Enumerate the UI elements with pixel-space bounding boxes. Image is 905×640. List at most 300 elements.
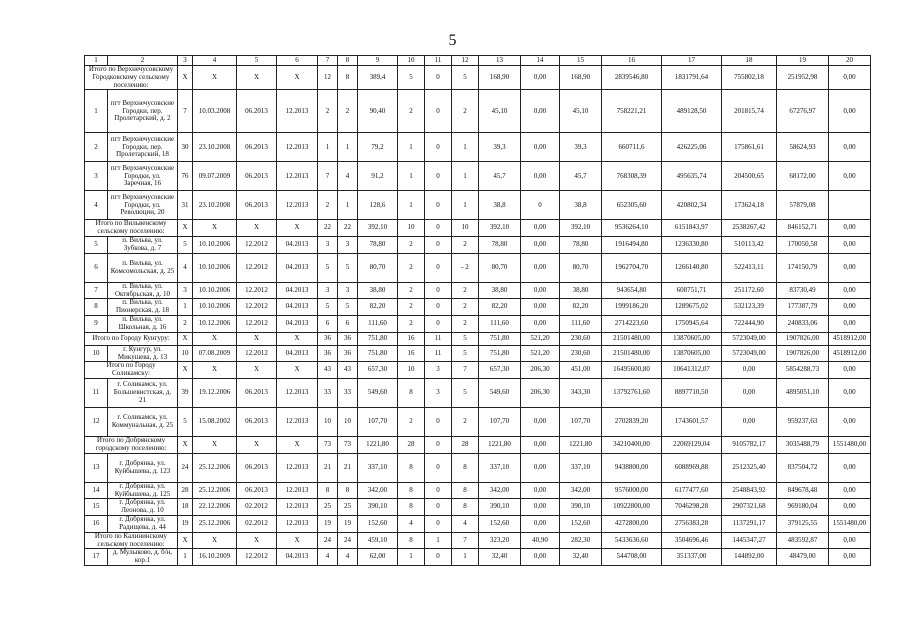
table-cell: 2	[398, 408, 425, 437]
address-cell: п. Вильва, ул. Школьная, д. 16	[108, 316, 178, 333]
table-cell: 10.10.2006	[193, 299, 237, 316]
row-number: 15	[85, 499, 108, 516]
table-cell: 57879,08	[777, 191, 829, 220]
table-cell: 660711,6	[602, 133, 662, 162]
table-cell: 12.2012	[237, 253, 277, 282]
address-cell: г. Кунгур, ул. Микушева, д. 13	[108, 345, 178, 362]
table-cell: 24	[318, 532, 338, 549]
table-cell: 128,6	[358, 191, 398, 220]
table-cell: 76	[178, 162, 193, 191]
row-number: 10	[85, 345, 108, 362]
table-cell: 12.2013	[277, 162, 318, 191]
table-cell: 111,60	[560, 316, 602, 333]
table-cell: 12.2012	[237, 282, 277, 299]
table-row	[85, 282, 871, 299]
table-cell: 45,7	[560, 162, 602, 191]
table-cell: 38,80	[560, 282, 602, 299]
table-cell: 1907826,00	[777, 332, 829, 345]
table-cell: 0,00	[829, 453, 871, 482]
table-cell: 342,00	[560, 482, 602, 499]
table-cell: 12.2013	[277, 90, 318, 133]
row-number: 2	[85, 133, 108, 162]
table-cell: 1	[452, 133, 479, 162]
table-cell: 7	[178, 90, 193, 133]
table-cell: 32,40	[479, 549, 521, 566]
table-cell: 25.12.2006	[193, 453, 237, 482]
table-cell: 426225,06	[662, 133, 722, 162]
table-cell: 1	[452, 549, 479, 566]
table-cell: 849678,48	[777, 482, 829, 499]
table-cell: 1551480,00	[829, 437, 871, 454]
table-cell: X	[193, 66, 237, 90]
table-cell: 1137291,17	[722, 516, 777, 533]
row-number: 1	[85, 90, 108, 133]
table-cell: 2	[338, 90, 358, 133]
table-cell: 0	[425, 253, 452, 282]
table-cell: 8	[318, 482, 338, 499]
header-cell: 6	[277, 56, 318, 66]
table-cell: 0,00	[521, 316, 560, 333]
table-cell: 0	[425, 499, 452, 516]
table-cell: 6088969,88	[662, 453, 722, 482]
page-number: 5	[448, 32, 457, 49]
table-cell: X	[193, 532, 237, 549]
table-cell: X	[237, 220, 277, 237]
table-cell: 1	[338, 133, 358, 162]
table-cell: 1	[452, 162, 479, 191]
header-cell: 18	[722, 56, 777, 66]
header-cell: 20	[829, 56, 871, 66]
table-cell: 175861,61	[722, 133, 777, 162]
header-cell: 1	[85, 56, 108, 66]
table-cell: 1551480,00	[829, 516, 871, 533]
table-row	[85, 379, 871, 408]
table-cell: 10	[398, 362, 425, 379]
table-cell: 68172,00	[777, 162, 829, 191]
table-cell: 13792761,60	[602, 379, 662, 408]
table-cell: 343,30	[560, 379, 602, 408]
table-cell: 0	[425, 191, 452, 220]
table-cell: 846152,71	[777, 220, 829, 237]
table-cell: X	[277, 66, 318, 90]
table-cell: 1266140,80	[662, 253, 722, 282]
table-cell: 0	[425, 133, 452, 162]
table-row	[85, 237, 871, 254]
table-cell: 3	[425, 362, 452, 379]
table-row	[85, 549, 871, 566]
table-cell: 10	[318, 408, 338, 437]
table-cell: 0	[425, 162, 452, 191]
table-cell: 3	[425, 379, 452, 408]
header-cell: 8	[338, 56, 358, 66]
table-cell: 390,10	[560, 499, 602, 516]
table-cell: 4895051,10	[777, 379, 829, 408]
table-cell: 38,80	[358, 282, 398, 299]
table-cell: 0,00	[521, 499, 560, 516]
table-cell: 10.03.2008	[193, 90, 237, 133]
table-cell: 755802,18	[722, 66, 777, 90]
table-cell: 73	[318, 437, 338, 454]
table-cell: 0,00	[521, 549, 560, 566]
header-cell: 12	[452, 56, 479, 66]
address-cell: п. Вильва, ул. Октябрьская, д. 10	[108, 282, 178, 299]
table-cell: 9536264,10	[602, 220, 662, 237]
table-cell: 30	[178, 133, 193, 162]
table-cell: 19.12.2006	[193, 379, 237, 408]
table-cell: 0,00	[521, 299, 560, 316]
table-cell: X	[178, 532, 193, 549]
table-cell: 4518912,00	[829, 345, 871, 362]
table-cell: 36	[338, 345, 358, 362]
table-cell: 0,00	[829, 90, 871, 133]
subtotal-row	[85, 437, 871, 454]
table-cell: 13870605,00	[662, 345, 722, 362]
table-cell: 0,00	[829, 220, 871, 237]
table-cell: 9105782,17	[722, 437, 777, 454]
table-cell: 532123,39	[722, 299, 777, 316]
table-cell: 549,60	[358, 379, 398, 408]
table-cell: 36	[318, 332, 338, 345]
table-cell: 78,80	[560, 237, 602, 254]
table-cell: X	[193, 437, 237, 454]
subtotal-row	[85, 332, 871, 345]
table-cell: 0,00	[521, 220, 560, 237]
table-cell: 0,00	[521, 437, 560, 454]
table-cell: 459,10	[358, 532, 398, 549]
table-cell: 0,00	[829, 66, 871, 90]
table-cell: 173624,18	[722, 191, 777, 220]
table-cell: 0,00	[521, 453, 560, 482]
table-row	[85, 453, 871, 482]
table-cell: 16	[398, 332, 425, 345]
table-cell: 12.2013	[277, 453, 318, 482]
table-cell: 1962704,70	[602, 253, 662, 282]
address-cell: г. Добрянка, ул. Радищева, д. 44	[108, 516, 178, 533]
row-number: 14	[85, 482, 108, 499]
table-cell: 9438800,00	[602, 453, 662, 482]
table-cell: 1	[338, 191, 358, 220]
table-cell: 82,20	[560, 299, 602, 316]
table-cell: X	[178, 437, 193, 454]
table-cell: 2	[178, 316, 193, 333]
table-cell: 390,10	[479, 499, 521, 516]
header-cell: 4	[193, 56, 237, 66]
table-cell: 5	[338, 253, 358, 282]
table-cell: 06.2013	[237, 90, 277, 133]
table-cell: 79,2	[358, 133, 398, 162]
table-cell: 768308,39	[602, 162, 662, 191]
table-cell: 5854288,73	[777, 362, 829, 379]
table-cell: 04.2013	[277, 282, 318, 299]
table-cell: 4	[318, 549, 338, 566]
table-cell: 751,80	[358, 345, 398, 362]
table-cell: 36	[338, 332, 358, 345]
address-cell: г. Соликамск, ул. Большевистская, д. 21	[108, 379, 178, 408]
table-cell: 0,00	[521, 282, 560, 299]
table-cell: 152,60	[560, 516, 602, 533]
table-cell: 22069129,04	[662, 437, 722, 454]
subtotal-label: Итого по Добрянскому городскому поселению:	[85, 437, 178, 454]
subtotal-row	[85, 532, 871, 549]
table-row	[85, 133, 871, 162]
table-cell: 39,3	[479, 133, 521, 162]
table-cell: 7046298,28	[662, 499, 722, 516]
table-cell: 1	[178, 299, 193, 316]
table-cell: 12.2013	[277, 133, 318, 162]
table-cell: 02.2012	[237, 499, 277, 516]
table-cell: 80,70	[358, 253, 398, 282]
header-cell: 15	[560, 56, 602, 66]
table-cell: 11	[425, 332, 452, 345]
table-cell: 1221,80	[560, 437, 602, 454]
address-cell: г. Добрянка, ул. Куйбышева, д. 123	[108, 453, 178, 482]
table-cell: 5	[452, 332, 479, 345]
table-cell: 351337,00	[662, 549, 722, 566]
table-cell: 12.2013	[277, 482, 318, 499]
table-cell: 11	[425, 345, 452, 362]
table-cell: 107,70	[358, 408, 398, 437]
table-cell: 91,2	[358, 162, 398, 191]
table-cell: 5723049,00	[722, 332, 777, 345]
table-cell: 0	[425, 299, 452, 316]
subtotal-label: Итого по Калининскому сельскому поселению:	[85, 532, 178, 549]
table-cell: 751,80	[479, 332, 521, 345]
table-cell: 2	[398, 237, 425, 254]
table-cell: 0	[425, 482, 452, 499]
table-cell: 0	[425, 316, 452, 333]
table-cell: 19	[318, 516, 338, 533]
table-cell: 16	[398, 345, 425, 362]
table-cell: 4	[178, 253, 193, 282]
table-cell: 16.10.2009	[193, 549, 237, 566]
table-cell: 0	[425, 549, 452, 566]
table-cell: 1	[452, 191, 479, 220]
row-number: 8	[85, 299, 108, 316]
table-cell: X	[178, 66, 193, 90]
table-cell: 02.2012	[237, 516, 277, 533]
table-cell: 0,00	[722, 408, 777, 437]
table-cell: 1	[398, 191, 425, 220]
table-cell: 39	[178, 379, 193, 408]
table-cell: 33	[338, 379, 358, 408]
table-cell: 25	[318, 499, 338, 516]
table-cell: 10.10.2006	[193, 237, 237, 254]
table-cell: 608751,71	[662, 282, 722, 299]
table-cell: 10.12.2006	[193, 316, 237, 333]
table-cell: 8	[398, 499, 425, 516]
table-cell: 0,00	[829, 162, 871, 191]
table-cell: 06.2013	[237, 408, 277, 437]
row-number: 3	[85, 162, 108, 191]
table-cell: 12.2013	[277, 408, 318, 437]
table-cell: 392,10	[358, 220, 398, 237]
table-cell: 28	[178, 482, 193, 499]
table-cell: 483592,87	[777, 532, 829, 549]
table-cell: 73	[338, 437, 358, 454]
table-cell: 0,00	[829, 379, 871, 408]
table-cell: 521,20	[521, 345, 560, 362]
table-cell: 379125,55	[777, 516, 829, 533]
table-cell: 06.2013	[237, 191, 277, 220]
table-row	[85, 482, 871, 499]
table-cell: 12.2013	[277, 379, 318, 408]
table-cell: 2538267,42	[722, 220, 777, 237]
table-cell: 38,8	[479, 191, 521, 220]
table-cell: 177387,79	[777, 299, 829, 316]
table-cell: 12.2013	[277, 191, 318, 220]
table-cell: 2	[398, 299, 425, 316]
table-cell: 0,00	[829, 237, 871, 254]
table-cell: 25.12.2006	[193, 482, 237, 499]
table-cell: 0,00	[722, 362, 777, 379]
table-cell: 4272800,00	[602, 516, 662, 533]
table-cell: 5	[452, 379, 479, 408]
table-cell: 8	[452, 453, 479, 482]
header-cell: 17	[662, 56, 722, 66]
table-cell: 1	[398, 549, 425, 566]
table-cell: 0	[425, 220, 452, 237]
table-cell: 7	[452, 362, 479, 379]
address-cell: п. Вильва, ул. Пионерская, д. 18	[108, 299, 178, 316]
table-cell: 2	[318, 90, 338, 133]
table-cell: 16495600,80	[602, 362, 662, 379]
table-row	[85, 90, 871, 133]
table-cell: 21	[338, 453, 358, 482]
table-cell: 1831791,64	[662, 66, 722, 90]
table-cell: 342,00	[479, 482, 521, 499]
table-cell: 32,40	[560, 549, 602, 566]
table-cell: 837504,72	[777, 453, 829, 482]
table-cell: 5	[338, 299, 358, 316]
table-cell: 2512325,40	[722, 453, 777, 482]
table-cell: 0	[425, 282, 452, 299]
table-cell: 1907826,00	[777, 345, 829, 362]
table-cell: 13870605,00	[662, 332, 722, 345]
table-cell: 0,00	[829, 499, 871, 516]
table-cell: 21501480,00	[602, 345, 662, 362]
header-cell: 2	[108, 56, 178, 66]
table-cell: 8897710,50	[662, 379, 722, 408]
table-cell: 19	[338, 516, 358, 533]
table-cell: 12.2012	[237, 345, 277, 362]
table-cell: 04.2013	[277, 253, 318, 282]
table-cell: 2	[398, 316, 425, 333]
header-cell: 16	[602, 56, 662, 66]
table-cell: 0,00	[829, 408, 871, 437]
table-cell: 24	[178, 453, 193, 482]
table-cell: 8	[398, 379, 425, 408]
table-cell: 36	[318, 345, 338, 362]
table-cell	[829, 191, 871, 220]
table-cell: 0,00	[829, 549, 871, 566]
table-cell: 5	[398, 66, 425, 90]
table-cell: 0,00	[521, 66, 560, 90]
table-cell: 1221,80	[479, 437, 521, 454]
table-cell: 10	[338, 408, 358, 437]
table-cell: 4	[338, 549, 358, 566]
row-number: 6	[85, 253, 108, 282]
table-cell: 323,20	[479, 532, 521, 549]
table-cell: 06.2013	[237, 162, 277, 191]
table-cell: 38,8	[560, 191, 602, 220]
table-cell: 07.08.2009	[193, 345, 237, 362]
table-cell: - 2	[452, 253, 479, 282]
table-cell: 2702839,20	[602, 408, 662, 437]
table-cell: 657,30	[358, 362, 398, 379]
table-row	[85, 191, 871, 220]
table-cell: X	[277, 362, 318, 379]
table-cell: 111,60	[479, 316, 521, 333]
table-row	[85, 316, 871, 333]
table-cell: X	[193, 332, 237, 345]
table-cell: 168,90	[479, 66, 521, 90]
table-cell: 337,10	[479, 453, 521, 482]
table-cell: 3	[338, 282, 358, 299]
table-cell: 78,80	[358, 237, 398, 254]
table-cell: 34210400,00	[602, 437, 662, 454]
table-cell: 522413,11	[722, 253, 777, 282]
address-cell: п. Вильва, ул. Зубкова, д. 7	[108, 237, 178, 254]
table-cell: 389,4	[358, 66, 398, 90]
table-cell: 45,10	[479, 90, 521, 133]
table-cell: 6	[318, 316, 338, 333]
table-cell: 107,70	[560, 408, 602, 437]
table-cell: 2	[452, 316, 479, 333]
table-cell: 652305,60	[602, 191, 662, 220]
table-cell: 3	[338, 237, 358, 254]
address-cell: д. Мулыково, д. б/н, кор.1	[108, 549, 178, 566]
table-row	[85, 299, 871, 316]
table-cell: 0,00	[829, 282, 871, 299]
table-cell: 12.2013	[277, 516, 318, 533]
table-cell: X	[237, 66, 277, 90]
table-cell: 58624,93	[777, 133, 829, 162]
table-cell: 43	[318, 362, 338, 379]
table-cell: 39,3	[560, 133, 602, 162]
table-cell: 9576000,00	[602, 482, 662, 499]
table-cell: 24	[338, 532, 358, 549]
table-cell: 0,00	[829, 299, 871, 316]
table-cell: 230,60	[560, 345, 602, 362]
table-row	[85, 499, 871, 516]
table-cell: 18	[178, 499, 193, 516]
table-cell: 8	[338, 66, 358, 90]
table-cell: 28	[398, 437, 425, 454]
table-cell: 19	[178, 516, 193, 533]
table-cell: 230,60	[560, 332, 602, 345]
table-cell: 0,00	[829, 532, 871, 549]
header-cell: 10	[398, 56, 425, 66]
table-cell: X	[193, 362, 237, 379]
table-cell: 342,00	[358, 482, 398, 499]
table-cell: 1743601,57	[662, 408, 722, 437]
table-cell: 0,00	[521, 237, 560, 254]
table-cell: X	[178, 362, 193, 379]
table-cell: 206,30	[521, 379, 560, 408]
table-cell: 0	[425, 90, 452, 133]
table-cell: 67276,97	[777, 90, 829, 133]
table-cell: 15.08.2002	[193, 408, 237, 437]
subtotal-row	[85, 220, 871, 237]
row-number: 4	[85, 191, 108, 220]
table-cell: 657,30	[479, 362, 521, 379]
table-cell: 10641312,07	[662, 362, 722, 379]
table-cell: 0,00	[722, 379, 777, 408]
table-cell: 282,30	[560, 532, 602, 549]
table-cell: 21	[318, 453, 338, 482]
table-cell: 2	[398, 253, 425, 282]
subtotal-row	[85, 66, 871, 90]
